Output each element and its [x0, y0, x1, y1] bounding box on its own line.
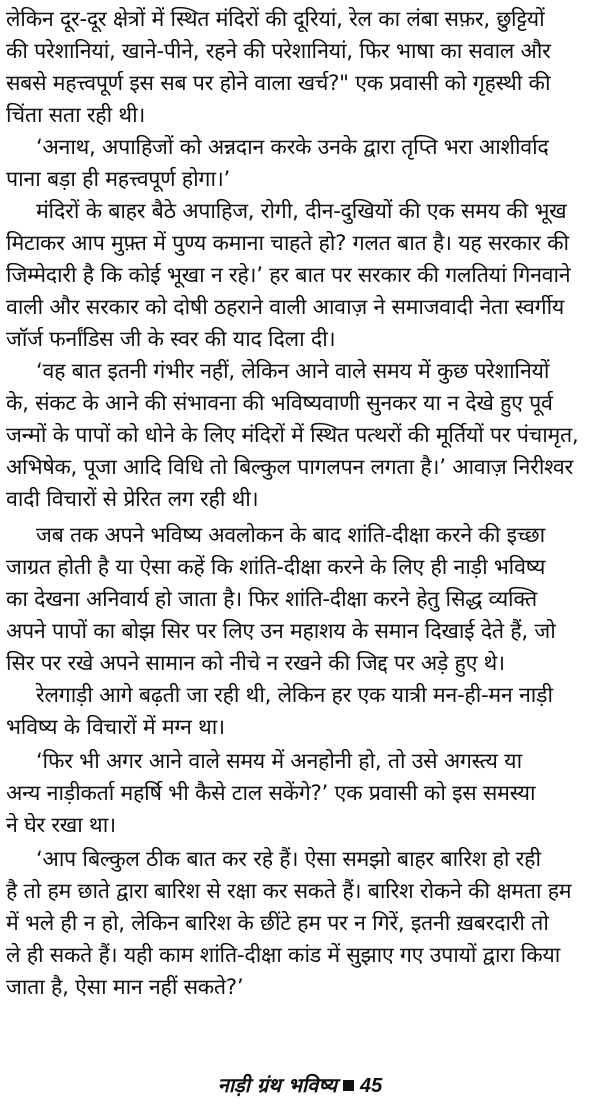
text-line: ‘अनाथ, अपाहिजों को अन्नदान करके उनके द्वारा तृप्ति भरा आशीर्वाद	[36, 135, 549, 160]
text-line: ले ही सकते हैं। यही काम शांति-दीक्षा कांड में सुझाए गए उपायों द्वारा किया	[6, 943, 560, 968]
text-line: अभिषेक, पूजा आदि विधि तो बिल्कुल पागलपन लगता है।’ आवाज़ निरीश्वर	[6, 455, 573, 480]
text-line: भविष्य के विचारों में मग्न था।	[6, 715, 225, 740]
text-line: ‘वह बात इतनी गंभीर नहीं, लेकिन आने वाले समय में कुछ परेशानियों	[36, 359, 550, 384]
text-line: जिम्मेदारी है कि कोई भूखा न रहे।’ हर बात पर सरकार की गलतियां गिनवाने	[6, 263, 571, 288]
text-line: जॉर्ज फर्नांडिस जी के स्वर की याद दिला दी।	[6, 327, 336, 352]
text-line: अपने पापों का बोझ सिर पर लिए उन महाशय के समान दिखाई देते हैं, जो	[6, 619, 556, 644]
text-line: ‘फिर भी अगर आने वाले समय में अनहोनी हो, तो उसे अगस्त्य या	[36, 749, 522, 774]
page-number: 45	[359, 1075, 383, 1097]
text-line: पाना बड़ा ही महत्त्वपूर्ण होगा।’	[6, 167, 231, 192]
text-line: जाता है, ऐसा मान नहीं सकते?’	[6, 975, 244, 1000]
text-line: जन्मों के पापों को धोने के लिए मंदिरों में स्थित पत्थरों की मूर्तियों पर पंचामृत,	[6, 423, 579, 448]
book-page	[6, 4, 592, 1044]
text-line: ‘आप बिल्कुल ठीक बात कर रहे हैं। ऐसा समझो बाहर बारिश हो रही	[36, 847, 541, 872]
text-line: में भले ही न हो, लेकिन बारिश के छींटे हम पर न गिरें, इतनी ख़बरदारी तो	[6, 911, 549, 936]
text-line: के, संकट के आने की संभावना की भविष्यवाणी सुनकर या न देखे हुए पूर्व	[6, 391, 553, 416]
text-line: चिंता सता रही थी।	[6, 103, 146, 128]
text-line: वादी विचारों से प्रेरित लग रही थी।	[6, 487, 259, 512]
square-bullet-icon	[343, 1080, 354, 1091]
text-line: मंदिरों के बाहर बैठे अपाहिज, रोगी, दीन-दुखियों की एक समय की भूख	[36, 199, 567, 224]
text-line: का देखना अनिवार्य हो जाता है। फिर शांति-दीक्षा करने हेतु सिद्ध व्यक्ति	[6, 587, 537, 612]
text-line: लेकिन दूर-दूर क्षेत्रों में स्थित मंदिरों की दूरियां, रेल का लंबा सफ़र, छुट्टियों	[6, 7, 545, 32]
text-line: मिटाकर आप मुफ़्त में पुण्य कमाना चाहते हो? गलत बात है। यह सरकार की	[6, 231, 569, 256]
text-line: ने घेर रखा था।	[6, 813, 116, 838]
text-line: वाली और सरकार को दोषी ठहराने वाली आवाज़ ने समाजवादी नेता स्वर्गीय	[6, 295, 564, 320]
page-footer	[0, 1072, 600, 1099]
text-line: रेलगाड़ी आगे बढ़ती जा रही थी, लेकिन हर एक यात्री मन-ही-मन नाड़ी	[36, 683, 553, 708]
text-line: जब तक अपने भविष्य अवलोकन के बाद शांति-दीक्षा करने की इच्छा	[36, 523, 545, 548]
text-line: सिर पर रखे अपने सामान को नीचे न रखने की जिद्द पर अड़े हुए थे।	[6, 651, 505, 676]
text-line: है तो हम छाते द्वारा बारिश से रक्षा कर सकते हैं। बारिश रोकने की क्षमता हम	[6, 879, 572, 904]
text-line: जाग्रत होती है या ऐसा कहें कि शांति-दीक्षा करने के लिए ही नाड़ी भविष्य	[6, 555, 546, 580]
text-line: की परेशानियां, खाने-पीने, रहने की परेशानियां, फिर भाषा का सवाल और	[6, 39, 551, 64]
text-line: सबसे महत्त्वपूर्ण इस सब पर होने वाला खर्च?" एक प्रवासी को गृहस्थी की	[6, 71, 551, 96]
book-title: नाड़ी ग्रंथ भविष्य	[217, 1073, 337, 1097]
text-line: अन्य नाड़ीकर्ता महर्षि भी कैसे टाल सकेंगे?’ एक प्रवासी को इस समस्या	[6, 781, 536, 806]
